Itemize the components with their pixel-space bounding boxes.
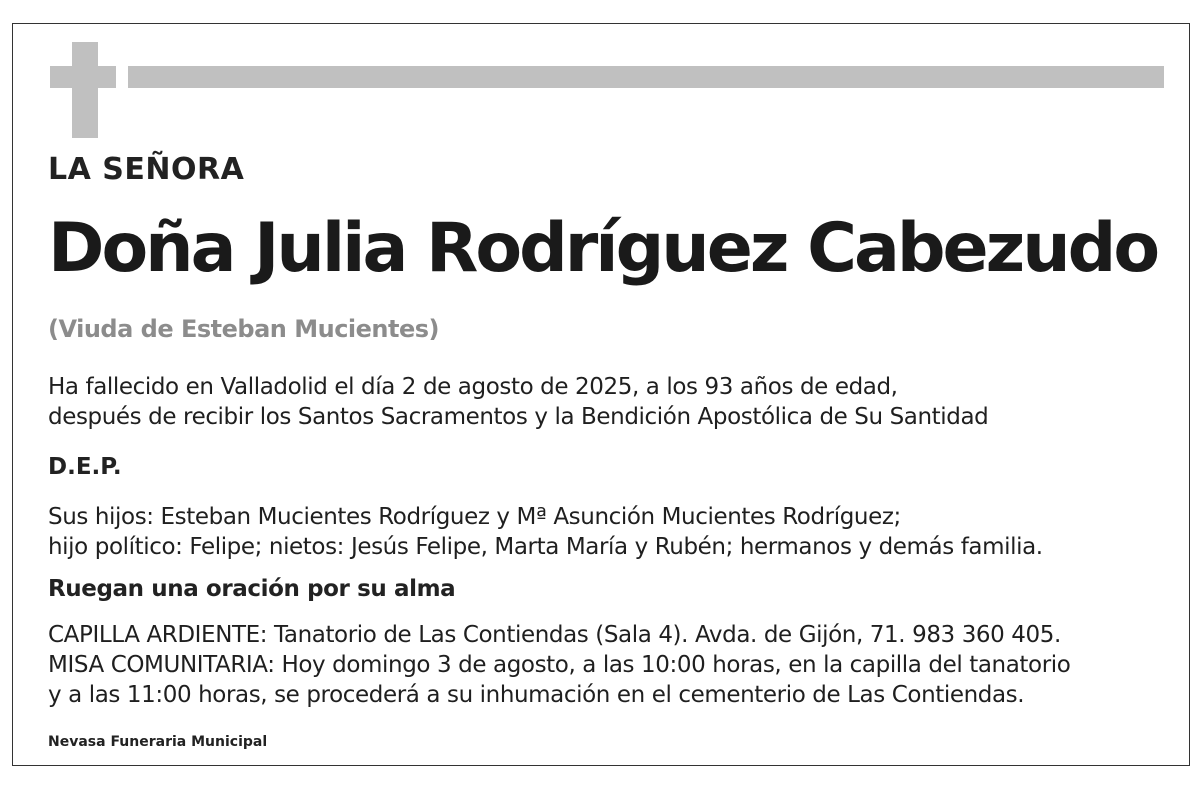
prayer-request: Ruegan una oración por su alma bbox=[48, 576, 456, 602]
header-rule bbox=[128, 66, 1164, 88]
funeral-home: Nevasa Funeraria Municipal bbox=[48, 734, 268, 750]
death-line: Ha fallecido en Valladolid el día 2 de agosto de 2025, a los 93 años de edad, bbox=[48, 374, 898, 400]
widow-of: (Viuda de Esteban Mucientes) bbox=[48, 315, 440, 343]
family-line: hijo político: Felipe; nietos: Jesús Felipe, Marta María y Rubén; hermanos y demás familia. bbox=[48, 534, 1043, 560]
heading: LA SEÑORA bbox=[48, 152, 245, 187]
family-line: Sus hijos: Esteban Mucientes Rodríguez y Mª Asunción Mucientes Rodríguez; bbox=[48, 504, 901, 530]
death-line: después de recibir los Santos Sacramentos y la Bendición Apostólica de Su Santidad bbox=[48, 404, 989, 430]
cross-vertical-bar bbox=[72, 42, 98, 138]
service-line: CAPILLA ARDIENTE: Tanatorio de Las Contiendas (Sala 4). Avda. de Gijón, 71. 983 360 405. bbox=[48, 622, 1061, 648]
cross-horizontal-bar bbox=[50, 66, 116, 88]
dep-text: D.E.P. bbox=[48, 454, 122, 480]
deceased-name: Doña Julia Rodríguez Cabezudo bbox=[48, 209, 1158, 288]
service-line: MISA COMUNITARIA: Hoy domingo 3 de agosto, a las 10:00 horas, en la capilla del tanatorio bbox=[48, 652, 1071, 678]
service-line: y a las 11:00 horas, se procederá a su inhumación en el cementerio de Las Contiendas. bbox=[48, 682, 1025, 708]
